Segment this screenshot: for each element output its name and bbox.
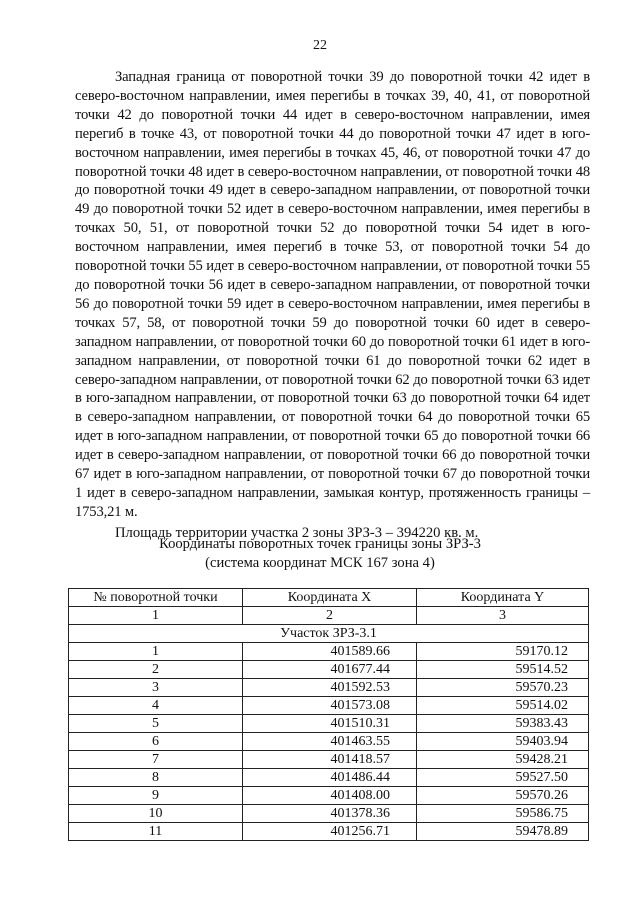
table-row bbox=[69, 679, 589, 697]
table-title bbox=[0, 535, 640, 573]
area-statement: Площадь территории участка 2 зоны ЗРЗ-3 – 394220 кв. м. bbox=[115, 524, 479, 541]
point-number-cell: 8 bbox=[69, 769, 243, 787]
header-coordinate-x: Координата X bbox=[243, 589, 417, 607]
coordinate-y-cell: 59570.23 bbox=[417, 679, 589, 697]
coordinate-x-cell: 401589.66 bbox=[243, 643, 417, 661]
coordinates-table bbox=[68, 588, 589, 841]
boundary-description: Западная граница от поворотной точки 39 до поворотной точки 42 идет в северо-восточном направлении, имея перегибы в точках 39, 40, 41, от поворотной точки 42 до поворотной точки 44 идет в северо-восточном направлении, имея перегиб в точке 43, от поворотной точки 44 до поворотной точки 47 идет в юго-восточном направлении, имея перегибы в точках 45, 46, от поворотной точки 47 до поворотной точки 48 идет в северо-восточном направлении, от поворотной точки 48 до поворотной точки 49 идет в северо-западном направлении, от поворотной точки 49 до поворотной точки 52 идет в северо-восточном направлении, имея перегибы в точках 50, 51, от поворотной точки 52 до поворотной точки 54 идет в юго-восточном направлении, имея перегиб в точке 53, от поворотной точки 54 до поворотной точки 55 идет в северо-восточном направлении, от поворотной точки 55 до поворотной точки 56 идет в северо-западном направлении, от поворотной точки 56 до поворотной точки 59 идет в северо-восточном направлении, имея перегибы в точках 57, 58, от поворотной точки 59 до поворотной точки 60 идет в северо-западном направлении, от поворотной точки 60 до поворотной точки 61 идет в юго-западном направлении, от поворотной точки 61 до поворотной точки 62 идет в северо-западном направлении, от поворотной точки 62 до поворотной точки 63 идет в юго-западном направлении, от поворотной точки 63 до поворотной точки 64 идет в северо-западном направлении, от поворотной точки 64 до поворотной точки 65 идет в юго-западном направлении, от поворотной точки 65 до поворотной точки 66 идет в северо-западном направлении, от поворотной точки 66 до поворотной точки 67 идет в юго-западном направлении, от поворотной точки 67 до поворотной точки 1 идет в северо-западном направлении, замыкая контур, протяженность границы – 1753,21 м. bbox=[75, 69, 590, 520]
table-row bbox=[69, 643, 589, 661]
table-row bbox=[69, 769, 589, 787]
coordinate-y-cell: 59428.21 bbox=[417, 751, 589, 769]
coordinate-y-cell: 59478.89 bbox=[417, 823, 589, 841]
column-number: 1 bbox=[69, 607, 243, 625]
coordinate-y-cell: 59514.02 bbox=[417, 697, 589, 715]
point-number-cell: 11 bbox=[69, 823, 243, 841]
table-column-number-row bbox=[69, 607, 589, 625]
table-row bbox=[69, 733, 589, 751]
coordinate-y-cell: 59170.12 bbox=[417, 643, 589, 661]
table-row bbox=[69, 787, 589, 805]
coordinate-y-cell: 59514.52 bbox=[417, 661, 589, 679]
column-number: 2 bbox=[243, 607, 417, 625]
point-number-cell: 3 bbox=[69, 679, 243, 697]
coordinate-x-cell: 401486.44 bbox=[243, 769, 417, 787]
point-number-cell: 6 bbox=[69, 733, 243, 751]
point-number-cell: 2 bbox=[69, 661, 243, 679]
coordinate-rows bbox=[69, 643, 589, 841]
point-number-cell: 9 bbox=[69, 787, 243, 805]
table-row bbox=[69, 751, 589, 769]
table-row bbox=[69, 715, 589, 733]
header-point-number: № поворотной точки bbox=[69, 589, 243, 607]
coordinate-x-cell: 401378.36 bbox=[243, 805, 417, 823]
table-row bbox=[69, 661, 589, 679]
point-number-cell: 7 bbox=[69, 751, 243, 769]
coordinate-y-cell: 59527.50 bbox=[417, 769, 589, 787]
coordinate-x-cell: 401256.71 bbox=[243, 823, 417, 841]
point-number-cell: 4 bbox=[69, 697, 243, 715]
header-coordinate-y: Координата Y bbox=[417, 589, 589, 607]
point-number-cell: 10 bbox=[69, 805, 243, 823]
coordinate-y-cell: 59570.26 bbox=[417, 787, 589, 805]
coordinate-x-cell: 401463.55 bbox=[243, 733, 417, 751]
table-row bbox=[69, 805, 589, 823]
table-title-line-2: (система координат МСК 167 зона 4) bbox=[205, 555, 435, 571]
coordinate-x-cell: 401573.08 bbox=[243, 697, 417, 715]
table-row bbox=[69, 823, 589, 841]
coordinate-x-cell: 401510.31 bbox=[243, 715, 417, 733]
section-label: Участок ЗРЗ-3.1 bbox=[69, 625, 589, 643]
table-section-row bbox=[69, 625, 589, 643]
coordinate-y-cell: 59586.75 bbox=[417, 805, 589, 823]
table-header-row bbox=[69, 589, 589, 607]
coordinate-y-cell: 59383.43 bbox=[417, 715, 589, 733]
coordinate-x-cell: 401592.53 bbox=[243, 679, 417, 697]
page-number: 22 bbox=[313, 38, 327, 53]
table-title-line-1: Координаты поворотных точек границы зоны ЗРЗ-3 bbox=[159, 536, 481, 552]
coordinate-x-cell: 401418.57 bbox=[243, 751, 417, 769]
coordinate-x-cell: 401677.44 bbox=[243, 661, 417, 679]
coordinate-y-cell: 59403.94 bbox=[417, 733, 589, 751]
column-number: 3 bbox=[417, 607, 589, 625]
coordinate-x-cell: 401408.00 bbox=[243, 787, 417, 805]
table-row bbox=[69, 697, 589, 715]
document-body bbox=[75, 68, 590, 543]
point-number-cell: 5 bbox=[69, 715, 243, 733]
point-number-cell: 1 bbox=[69, 643, 243, 661]
